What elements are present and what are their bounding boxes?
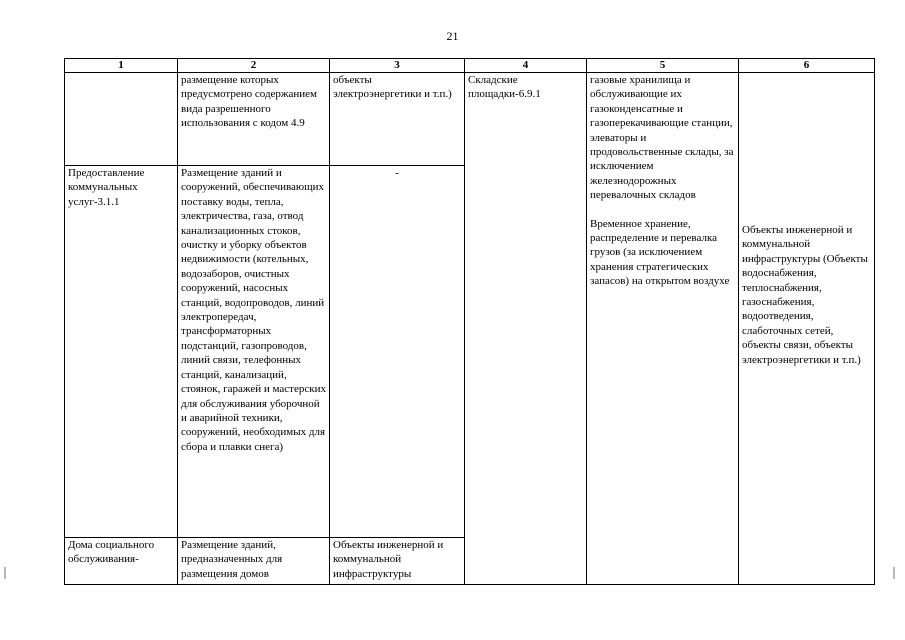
infrastructure-objects-text: Объекты инженерной и коммунальной инфраструктуры (Объекты водоснабжения, теплоснабжения, газоснабжения, водоотведения, слаботочных сетей, объекты связи, объекты электроэнергетики и т.п.) [742, 224, 868, 366]
utilities-description-cell: Размещение зданий и сооружений, обеспечивающих поставку воды, тепла, электричества, газа, отвод канализационных стоков, очистку и уборку объектов недвижимости (котельных, водозаборов, очистных сооружений, насосных станций, водопроводов, линий электропередач, трансформаторных подстанций, газопроводов, линий связи, телефонных станций, канализаций, стоянок, гаражей и мастерских для обслуживания уборочной и аварийной техники, сооружений, необходимых для сбора и плавки снега) [178, 166, 330, 538]
column-header-2: 2 [178, 59, 330, 73]
left-edge-mark [4, 567, 6, 579]
infrastructure-objects-cell [739, 73, 875, 585]
column-header-6: 6 [739, 59, 875, 73]
row1-col1-cell [65, 73, 178, 166]
social-homes-objects-cell: Объекты инженерной и коммунальной инфраструктуры [330, 538, 465, 585]
column-header-4: 4 [465, 59, 587, 73]
row1-description-cell: размещение которых предусмотрено содержанием вида разрешенного использования с кодом 4.9 [178, 73, 330, 166]
utilities-name-cell: Предоставление коммунальных услуг-3.1.1 [65, 166, 178, 538]
row1-objects-cell: объекты электроэнергетики и т.п.) [330, 73, 465, 166]
right-edge-mark [893, 567, 895, 579]
column-header-5: 5 [587, 59, 739, 73]
storage-description-cell [587, 73, 739, 585]
utilities-objects-cell: - [330, 166, 465, 538]
storage-area-label: Складские площадки-6.9.1 [468, 74, 541, 101]
social-homes-name-cell: Дома социального обслуживания- [65, 538, 178, 585]
column-header-1: 1 [65, 59, 178, 73]
page-number: 21 [446, 29, 459, 43]
column-header-3: 3 [330, 59, 465, 73]
land-use-table [64, 58, 875, 585]
storage-area-cell [465, 73, 587, 585]
social-homes-description-cell: Размещение зданий, предназначенных для размещения домов [178, 538, 330, 585]
storage-description-main: Временное хранение, распределение и перевалка грузов (за исключением хранения стратегических запасов) на открытом воздухе [590, 217, 730, 288]
table-header-row [65, 59, 875, 73]
storage-description-continuation: газовые хранилища и обслуживающие их газоконденсатные и газоперекачивающие станции, элеваторы и продовольственные склады, за исключением железнодорожных перевалочных складов [590, 74, 734, 202]
table-row [65, 73, 875, 166]
